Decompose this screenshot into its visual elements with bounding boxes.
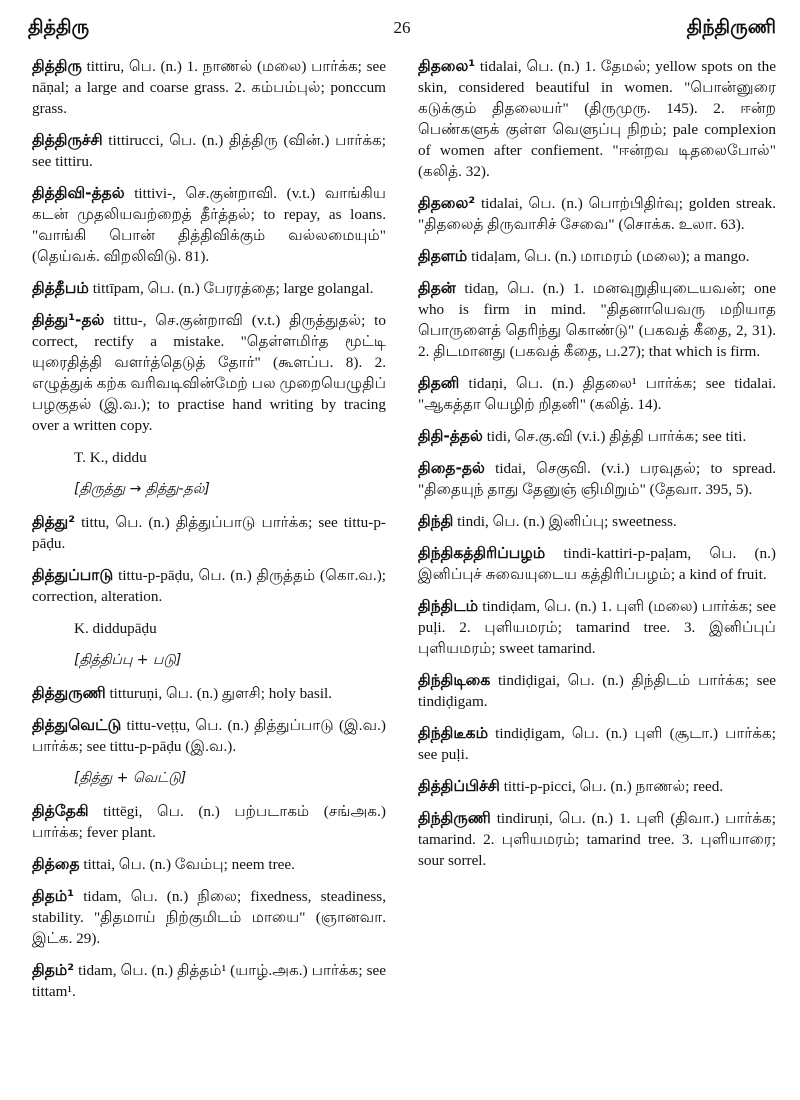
dictionary-entry xyxy=(418,373,776,415)
entry-headword: திதம்² xyxy=(32,961,75,979)
etymology-note: [திருத்து → தித்து-தல்] xyxy=(74,481,210,497)
entry-headword: தித்து¹-தல் xyxy=(32,311,105,329)
dictionary-entry xyxy=(32,183,386,267)
entry-headword: தித்துப்பாடு xyxy=(32,566,114,584)
dictionary-entry xyxy=(418,723,776,765)
entry-definition: tittu, பெ. (n.) தித்துப்பாடு பார்க்க; see tittu-p-pāḍu. xyxy=(32,514,386,552)
entry-headword: திதை-தல் xyxy=(418,459,485,477)
cognate-note: K. diddupāḍu xyxy=(74,620,157,637)
dictionary-entry xyxy=(32,310,386,436)
entry-definition: tidaṇi, பெ. (n.) திதலை¹ பார்க்க; see tidalai. "ஆகத்தா யெழிற் றிதனி" (கலித். 14). xyxy=(418,375,776,413)
entry-headword: திந்தி xyxy=(418,512,454,530)
entry-definition: tidai, செகுவி. (v.i.) பரவுதல்; to spread. "திதையுந் தாது தேனுஞ் ஞிமிறும்" (தேவா. 395, 5). xyxy=(418,460,776,498)
dictionary-entry xyxy=(418,596,776,659)
entry-headword: தித்தை xyxy=(32,855,80,873)
entry-headword: திந்திடீகம் xyxy=(418,724,489,742)
entry-definition: tidam, பெ. (n.) தித்தம்¹ (யாழ்.அக.) பார்க்க; see tittam¹. xyxy=(32,962,386,1000)
entry-definition: titti-p-picci, பெ. (n.) நாணல்; reed. xyxy=(499,778,724,795)
entry-definition: tidi, செ.கு.வி (v.i.) தித்தி பார்க்க; see titi. xyxy=(482,428,747,445)
entry-headword: தித்தேகி xyxy=(32,802,89,820)
entry-headword: தித்தீபம் xyxy=(32,279,89,297)
entry-headword: தித்திவி-த்தல் xyxy=(32,184,125,202)
entry-definition: tittiru, பெ. (n.) 1. நாணல் (மலை) பார்க்க; see nāṇal; a large and coarse grass. 2. கம்பம்புல்; ponccum grass. xyxy=(32,58,386,117)
entry-headword: திதி-த்தல் xyxy=(418,427,483,445)
entry-definition: tindi-kattiri-p-paḷam, பெ. (n.) இனிப்புச் சுவையுடைய கத்திரிப்பழம்; a kind of fruit. xyxy=(418,545,776,583)
entry-headword: தித்துவெட்டு xyxy=(32,716,122,734)
dictionary-entry xyxy=(32,715,386,757)
entry-definition: tindiḍam, பெ. (n.) 1. புளி (மலை) பார்க்க; see puḷi. 2. புளியமரம்; tamarind tree. 3. இனிப்புப் புளியமரம்; sweet tamarind. xyxy=(418,598,776,657)
entry-headword: திதளம் xyxy=(418,247,468,265)
entry-definition: tindiḍigai, பெ. (n.) திந்திடம் பார்க்க; see tindiḍigam. xyxy=(418,672,776,710)
entry-headword: திந்திடிகை xyxy=(418,671,491,689)
dictionary-entry xyxy=(32,960,386,1002)
dictionary-entry xyxy=(418,246,776,267)
entry-definition: tittīpam, பெ. (n.) பேரரத்தை; large golangal. xyxy=(88,280,374,297)
dictionary-entry xyxy=(32,886,386,949)
dictionary-entry xyxy=(418,278,776,362)
dictionary-entry xyxy=(32,278,386,299)
dictionary-entry xyxy=(418,670,776,712)
dictionary-entry xyxy=(32,56,386,119)
entry-definition: tidaṉ, பெ. (n.) 1. மனவுறுதியுடையவன்; one who is firm in mind. "திதனாயெவரு மறியாத பொருளைத் தெரிந்து கொண்டு" (பகவத் கீதை, 2, 31). 2. திடமானது (பகவத் கீதை, ப.27); that which is firm. xyxy=(418,280,776,360)
dictionary-entry xyxy=(418,543,776,585)
entry-definition: tittai, பெ. (n.) வேம்பு; neem tree. xyxy=(79,856,295,873)
dictionary-entry xyxy=(32,801,386,843)
entry-definition: tindiruṇi, பெ. (n.) 1. புளி (திவா.) பார்க்க; tamarind. 2. புளியமரம்; tamarind tree. 3. புளியாரை; sour sorrel. xyxy=(418,810,776,869)
dictionary-entry xyxy=(418,426,776,447)
entry-definition: tittivi-, செ.குன்றாவி. (v.t.) வாங்கிய கடன் முதலியவற்றைத் தீர்த்தல்; to repay, as loans. "வாங்கி பொன் தித்திவிக்கும் வல்லமையும்" (தெய்வக். விறலிவிடு. 81). xyxy=(32,185,386,265)
dictionary-entry xyxy=(32,683,386,704)
entry-definition: tidalai, பெ. (n.) 1. தேமல்; yellow spots on the skin, considered beautiful in women. "பொன்னுரை கடுக்கும் திதலையர்" (திருமுரு. 145). 2. ஈன்ற பெண்களுக் குள்ள வெளுப்பு நிறம்; pale complexion of women after confiement. "ஈன்றவ டிதலைபோல்" (கலித். 32). xyxy=(418,58,776,180)
entry-definition: tindi, பெ. (n.) இனிப்பு; sweetness. xyxy=(453,513,677,530)
entry-definition: tindiḍigam, பெ. (n.) புளி (சூடா.) பார்க்க; see puḷi. xyxy=(418,725,776,763)
etymology-note: [தித்திப்பு + படு] xyxy=(74,652,182,668)
entry-definition: titturuṇi, பெ. (n.) துளசி; holy basil. xyxy=(105,685,333,702)
right-guide-word: திந்திருணி xyxy=(686,16,776,38)
dictionary-entry xyxy=(32,130,386,172)
entry-headword: திதன் xyxy=(418,279,456,297)
entry-definition: tidam, பெ. (n.) நிலை; fixedness, steadiness, stability. "திதமாய் நிற்குமிடம் மாயை" (ஞானவா. இட்க. 29). xyxy=(32,888,386,947)
entry-definition: tittēgi, பெ. (n.) பற்படாகம் (சங்அக.) பார்க்க; fever plant. xyxy=(32,803,386,841)
dictionary-entry xyxy=(418,193,776,235)
left-column xyxy=(32,56,386,1013)
page-header xyxy=(28,16,776,46)
etymology-note: [தித்து + வெட்டு] xyxy=(74,770,187,786)
dictionary-entry xyxy=(32,854,386,875)
dictionary-entry xyxy=(32,512,386,554)
left-guide-word: தித்திரு xyxy=(28,16,90,38)
entry-definition: tittu-, செ.குன்றாவி (v.t.) திருத்துதல்; to correct, rectify a mistake. "தெள்ளமிர்த மூட்டி யுரைதித்தி வளர்த்தெடுத் தோர்" (கூளப்ப. 8). 2. எழுத்துக் கற்க வரிவடிவின்மேற் பல முறையெழுதிப் பழகுதல் (இ.வ.); to practise hand writing by tracing over a written copy. xyxy=(32,312,386,434)
dictionary-entry xyxy=(418,458,776,500)
entry-headword: தித்திரு xyxy=(32,57,82,75)
entry-headword: திந்திடம் xyxy=(418,597,479,615)
entry-headword: தித்து² xyxy=(32,513,76,531)
dictionary-entry xyxy=(418,511,776,532)
entry-headword: திதம்¹ xyxy=(32,887,75,905)
page-number: 26 xyxy=(393,18,411,37)
dictionary-entry xyxy=(32,565,386,607)
entry-definition: tidalai, பெ. (n.) பொற்பிதிர்வு; golden streak. "திதலைத் திருவாசிச் சேவை" (சொக்க. உலா. 63). xyxy=(418,195,776,233)
entry-headword: தித்திருச்சி xyxy=(32,131,103,149)
entry-definition: tittu-p-pāḍu, பெ. (n.) திருத்தம் (கொ.வ.); correction, alteration. xyxy=(32,567,386,605)
dictionary-entry xyxy=(418,776,776,797)
entry-headword: திதலை¹ xyxy=(418,57,476,75)
entry-headword: தித்திப்பிச்சி xyxy=(418,777,500,795)
entry-headword: திதனி xyxy=(418,374,460,392)
entry-definition: tittirucci, பெ. (n.) தித்திரு (வின்.) பார்க்க; see tittiru. xyxy=(32,132,386,170)
entry-headword: திதலை² xyxy=(418,194,476,212)
cognate-note: T. K., diddu xyxy=(74,449,147,466)
entry-headword: தித்துருணி xyxy=(32,684,106,702)
entry-definition: tittu-veṭṭu, பெ. (n.) தித்துப்பாடு (இ.வ.) பார்க்க; see tittu-p-pāḍu (இ.வ.). xyxy=(32,717,386,755)
entry-definition: tidaḷam, பெ. (n.) மாமரம் (மலை); a mango. xyxy=(467,248,750,265)
right-column xyxy=(418,56,776,882)
entry-headword: திந்திகத்திரிப்பழம் xyxy=(418,544,546,562)
dictionary-entry xyxy=(418,56,776,182)
dictionary-entry xyxy=(418,808,776,871)
entry-headword: திந்திருணி xyxy=(418,809,491,827)
